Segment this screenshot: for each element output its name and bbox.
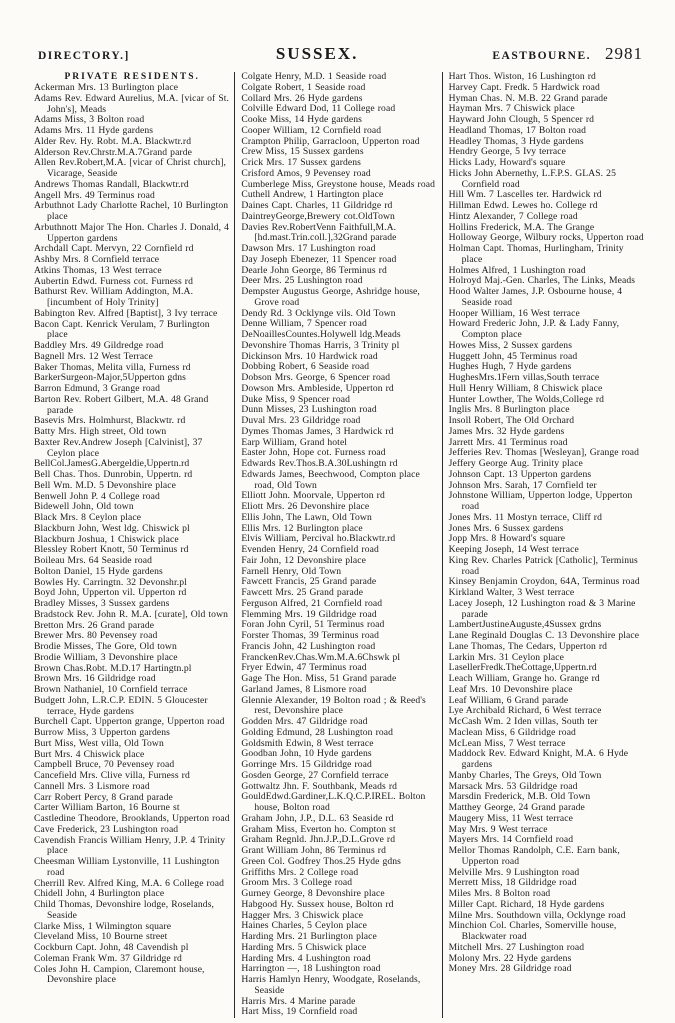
directory-entry: HughesMrs.1Fern villas,South terrace xyxy=(448,372,600,383)
directory-entry: Blessley Robert Knott, 50 Terminus rd xyxy=(34,544,189,556)
directory-entry: Money Mrs. 28 Gildridge road xyxy=(448,963,572,975)
directory-entry: Davies Rev.RobertVenn Faithfull,M.A. [hd.mast.Trin.coll.],32Grand parade xyxy=(241,221,397,244)
directory-entry: Blackburn Joshua, 1 Chiswick place xyxy=(34,533,179,545)
directory-entry: McLean Miss, 7 West terrace xyxy=(448,737,566,749)
directory-entry: Fryer Edwin, 47 Terminus road xyxy=(241,662,367,674)
directory-entry: Dowson Mrs. Ambleside, Upperton rd xyxy=(241,382,394,394)
directory-entry: Inglis Mrs. 8 Burlington place xyxy=(448,404,570,416)
directory-entry: Goodban John, 10 Hyde gardens xyxy=(241,748,372,760)
directory-entry: Bell Chas. Thos. Dunrobin, Uppertn. rd xyxy=(34,469,193,480)
directory-entry: Edwards Rev.Thos.B.A.30Lushingtn rd xyxy=(241,458,398,469)
directory-entry: Eliott Mrs. 26 Devonshire place xyxy=(241,501,370,512)
directory-entry: Gosden George, 27 Cornfield terrace xyxy=(241,769,389,781)
directory-entry: Fair John, 12 Devonshire place xyxy=(241,554,366,566)
section-heading: PRIVATE RESIDENTS. xyxy=(64,72,200,82)
directory-entry: Budgett John, L.R.C.P. EDIN. 5 Gloucester terrace, Hyde gardens xyxy=(34,694,208,717)
directory-entry: Adams Miss, 3 Bolton road xyxy=(34,114,145,126)
directory-entry: Ellis John, The Lawn, Old Town xyxy=(241,511,372,523)
directory-entry: Harding Mrs. 21 Burlington place xyxy=(241,931,377,942)
header-left-label: DIRECTORY.] xyxy=(38,50,130,62)
directory-entry: Hill Wm. 7 Lascelles ter. Hardwick rd xyxy=(448,189,602,201)
directory-entry: Brodie Misses, The Gore, Old town xyxy=(34,641,177,652)
directory-entry: Cannell Mrs. 3 Lismore road xyxy=(34,780,150,792)
directory-entry: Cleveland Miss, 10 Bourne street xyxy=(34,931,168,943)
directory-entry: Colgate Robert, 1 Seaside road xyxy=(241,81,366,93)
directory-entry: Burchell Capt. Upperton grange, Upperton road xyxy=(34,716,225,728)
directory-entry: Brown Mrs. 16 Gildridge road xyxy=(34,673,156,685)
directory-entry: Hull Henry William, 8 Chiswick place xyxy=(448,382,603,394)
directory-entry: Collard Mrs. 26 Hyde gardens xyxy=(241,92,363,104)
directory-entry: Bradley Misses, 3 Sussex gardens xyxy=(34,598,170,609)
directory-entry: Cockburn Capt. John, 48 Cavendish pl xyxy=(34,942,189,953)
directory-entry: Marsack Mrs. 53 Gildridge road xyxy=(448,780,578,792)
directory-entry: Graham John, J.P., D.L. 63 Seaside rd xyxy=(241,812,394,824)
directory-entry: Ashby Mrs. 8 Cornfield terrace xyxy=(34,254,160,265)
directory-entry: Allen Rev.Robert,M.A. [vicar of Christ church], Vicarage, Seaside xyxy=(34,157,227,179)
directory-entry: Miller Capt. Richard, 18 Hyde gardens xyxy=(448,898,605,910)
directory-entry: Farnell Henry, Old Town xyxy=(241,565,342,577)
directory-entry: Matthey George, 24 Grand parade xyxy=(448,802,585,813)
directory-entry: Lacey Joseph, 12 Lushington road & 3 Marine parade xyxy=(448,597,636,620)
directory-entry: Adams Mrs. 11 Hyde gardens xyxy=(34,125,154,136)
directory-entry: Bowles Hy. Carringtn. 32 Devonshr.pl xyxy=(34,576,187,588)
directory-entry: Mellor Thomas Randolph, C.E. Earn bank, Upperton road xyxy=(448,845,620,867)
directory-entry: Easter John, Hope cot. Furness road xyxy=(241,447,386,459)
directory-entry: Francis John, 42 Lushington road xyxy=(241,640,376,652)
directory-entry: Chidell John, 4 Burlington place xyxy=(34,888,165,900)
directory-entry: Johnson Capt. 13 Upperton gardens xyxy=(448,468,592,480)
page-title: SUSSEX. xyxy=(275,44,359,63)
directory-entry: Baddley Mrs. 49 Gildredge road xyxy=(34,340,164,351)
header-right xyxy=(492,44,643,64)
directory-entry: Brown Chas.Robt. M.D.17 Hartingtn.pl xyxy=(34,662,192,674)
directory-entry: Cheesman William Lystonville, 11 Lushington road xyxy=(34,856,220,878)
directory-entry: Golding Edmund, 28 Lushington road xyxy=(241,726,394,738)
directory-entry: Melville Mrs. 9 Lushington road xyxy=(448,866,580,878)
directory-entry: Gorringe Mrs. 15 Gildridge road xyxy=(241,759,372,770)
directory-entry: Babington Rev. Alfred [Baptist], 3 Ivy terrace xyxy=(34,307,218,319)
directory-entry: Hughes Hugh, 7 Hyde gardens xyxy=(448,361,572,373)
directory-entry: Denne William, 7 Spencer road xyxy=(241,318,367,330)
directory-entry: Gurney George, 8 Devonshire place xyxy=(241,888,385,899)
entry-list-3 xyxy=(449,72,645,975)
directory-entry: Holman Capt. Thomas, Hurlingham, Trinity place xyxy=(448,243,624,265)
directory-entry: Dymes Thomas James, 3 Hardwick rd xyxy=(241,425,394,437)
directory-entry: Dearle John George, 86 Terminus rd xyxy=(241,264,387,276)
directory-entry: Headland Thomas, 17 Bolton road xyxy=(448,124,587,136)
directory-entry: GouldEdwd.Gardiner,L.K.Q.C.P.IREL. Bolton house, Bolton road xyxy=(241,791,426,813)
directory-entry: Gage The Hon. Miss, 51 Grand parade xyxy=(241,673,397,684)
directory-entry: Barron Edmund, 3 Grange road xyxy=(34,383,161,394)
directory-entry: Brewer Mrs. 80 Pevensey road xyxy=(34,630,158,642)
column-3 xyxy=(442,72,649,1018)
column-1 xyxy=(28,72,234,1018)
directory-entry: Haines Charles, 5 Ceylon place xyxy=(241,920,368,932)
directory-entry: Graham Miss, Everton ho. Compton st xyxy=(241,823,396,835)
directory-entry: Hicks Lady, Howard's square xyxy=(448,157,566,168)
entry-list-1 xyxy=(34,83,230,986)
directory-entry: Holloway George, Wilbury rocks, Upperton road xyxy=(448,232,644,244)
directory-entry: Coles John H. Campion, Claremont house, Devonshire place xyxy=(34,963,205,986)
directory-entry: James Mrs. 32 Hyde gardens xyxy=(448,425,565,437)
directory-entry: Leach William, Grange ho. Grange rd xyxy=(448,673,600,684)
directory-entry: Garland James, 8 Lismore road xyxy=(241,683,367,695)
directory-entry: DeNoaillesCountes.Holywell ldg.Meads xyxy=(241,329,401,340)
directory-entry: McCash Wm. 2 Iden villas, South ter xyxy=(448,716,598,727)
directory-entry: Hayman Mrs. 7 Chiswick place xyxy=(448,103,575,115)
directory-entry: Leaf Mrs. 10 Devonshire place xyxy=(448,683,573,695)
directory-entry: Godden Mrs. 47 Gildridge road xyxy=(241,716,368,727)
directory-entry: Elliott John. Moorvale, Upperton rd xyxy=(241,490,385,502)
directory-entry: Boileau Mrs. 64 Seaside road xyxy=(34,555,153,566)
directory-entry: Archdall Capt. Mervyn, 22 Cornfield rd xyxy=(34,243,194,255)
directory-entry: Hood Walter James, J.P. Osbourne house, 4 Seaside road xyxy=(448,286,623,308)
directory-entry: Bell Wm. M.D. 5 Devonshire place xyxy=(34,479,176,491)
directory-entry: Lane Thomas, The Cedars, Upperton rd xyxy=(448,640,608,652)
directory-entry: Miles Mrs. 8 Bolton road xyxy=(448,888,551,899)
directory-entry: Hicks John Abernethy, L.F.P.S. GLAS. 25 Cornfield road xyxy=(448,167,616,190)
directory-entry: Maugery Miss, 11 West terrace xyxy=(448,812,573,824)
directory-entry: Evenden Henry, 24 Cornfield road xyxy=(241,544,379,555)
directory-entry: Groom Mrs. 3 College road xyxy=(241,877,353,889)
directory-entry: Campbell Bruce, 70 Pevensey road xyxy=(34,759,175,771)
directory-entry: Burt Mrs. 4 Chiswick place xyxy=(34,748,145,760)
directory-entry: Crampton Philip, Garracloon, Upperton road xyxy=(241,135,420,147)
directory-entry: Crisford Amos, 9 Pevensey road xyxy=(241,167,371,179)
directory-entry: Cuthell Andrew, 1 Hartington place xyxy=(241,189,384,201)
directory-entry: Jones Mrs. 6 Sussex gardens xyxy=(448,522,564,534)
directory-entry: Arbuthnot Lady Charlotte Rachel, 10 Burlington place xyxy=(34,200,229,222)
directory-entry: May Mrs. 9 West terrace xyxy=(448,823,548,835)
directory-entry: Goldsmith Edwin, 8 West terrace xyxy=(241,737,374,749)
directory-entry: Blackburn John, West ldg. Chiswick pl xyxy=(34,522,190,534)
directory-entry: Black Mrs. 8 Ceylon place xyxy=(34,512,142,523)
directory-entry: Hendry George, 5 Ivy terrace xyxy=(448,146,566,158)
column-2 xyxy=(234,72,441,1018)
directory-entry: Flemming Mrs. 19 Gildridge road xyxy=(241,608,377,620)
directory-entry: Aubertin Edwd. Furness cot. Furness rd xyxy=(34,275,193,287)
directory-entry: Cavendish Francis William Henry, J.P. 4 Trinity place xyxy=(34,834,226,857)
directory-entry: Crew Miss, 15 Sussex gardens xyxy=(241,146,364,158)
directory-entry: Lye Archibald Richard, 6 West terrace xyxy=(448,705,602,717)
directory-entry: Harding Mrs. 5 Chiswick place xyxy=(241,941,367,953)
directory-entry: Jones Mrs. 11 Mostyn terrace, Cliff rd xyxy=(448,511,603,523)
directory-entry: Duval Mrs. 23 Gildridge road xyxy=(241,415,361,426)
directory-entry: Bolton Daniel, 15 Hyde gardens xyxy=(34,565,163,577)
directory-entry: Hunter Lowther, The Wolds,College rd xyxy=(448,393,605,405)
directory-entry: Edwards James, Beechwood, Compton place road, Old Town xyxy=(241,468,420,491)
directory-entry: Howard Frederic John, J.P. & Lady Fanny, Compton place xyxy=(448,318,620,340)
directory-entry: Hagger Mrs. 3 Chiswick place xyxy=(241,909,364,921)
directory-entry: Merrett Miss, 18 Gildridge road xyxy=(448,877,577,889)
directory-entry: Keeping Joseph, 14 West terrace xyxy=(448,544,579,555)
directory-entry: Duke Miss, 9 Spencer road xyxy=(241,393,351,405)
directory-entry: Habgood Hy. Sussex house, Bolton rd xyxy=(241,898,394,910)
directory-entry: Cumberlege Miss, Greystone house, Meads road xyxy=(241,178,436,190)
directory-entry: Jopp Mrs. 8 Howard's square xyxy=(448,533,566,545)
directory-entry: Kinsey Benjamin Croydon, 64A, Terminus road xyxy=(448,576,640,588)
directory-entry: Angell Mrs. 49 Terminus road xyxy=(34,189,155,201)
directory-entry: Carter William Barton, 16 Bourne st xyxy=(34,802,180,814)
directory-entry: Dempster Augustus George, Ashridge house, Grove road xyxy=(241,286,420,308)
directory-entry: Adams Rev. Edward Aurelius, M.A. [vicar of St. John's], Meads xyxy=(34,92,230,115)
directory-entry: Cave Frederick, 23 Lushington road xyxy=(34,823,179,835)
directory-entry: Kirkland Walter, 3 West terrace xyxy=(448,587,575,598)
directory-entry: DaintreyGeorge,Brewery cot.OldTown xyxy=(241,210,395,222)
directory-entry: Hayward John Clough, 5 Spencer rd xyxy=(448,114,595,125)
directory-entry: Boyd John, Upperton vil. Upperton rd xyxy=(34,587,187,599)
directory-entry: Larkin Mrs. 31 Ceylon place xyxy=(448,651,564,663)
directory-entry: Jarrett Mrs. 41 Terminus road xyxy=(448,436,568,448)
directory-entry: Arbuthnott Major The Hon. Charles J. Donald, 4 Upperton gardens xyxy=(34,221,229,244)
directory-entry: Elvis William, Percival ho.Blackwtr.rd xyxy=(241,533,396,545)
directory-entry: Gottwaltz Jhn. F. Southbank, Meads rd xyxy=(241,780,398,792)
directory-entry: Hyman Chas. N. M.B. 22 Grand parade xyxy=(448,92,608,104)
directory-entry: Mayers Mrs. 14 Cornfield road xyxy=(448,834,574,846)
directory-entry: Dickinson Mrs. 10 Hardwick road xyxy=(241,350,378,362)
directory-entry: Huggett John, 45 Terminus road xyxy=(448,350,578,362)
running-head xyxy=(28,44,649,64)
directory-entry: Cancefield Mrs. Clive villa, Furness rd xyxy=(34,770,190,781)
directory-entry: Batty Mrs. High street, Old town xyxy=(34,426,167,437)
directory-entry: Burt Miss, West villa, Old Town xyxy=(34,737,164,749)
directory-entry: Harrington —, 18 Lushington road xyxy=(241,963,381,975)
directory-entry: Maddock Rev. Edward Knight, M.A. 6 Hyde gardens xyxy=(448,748,629,770)
directory-entry: Johnstone William, Upperton lodge, Upperton road xyxy=(448,490,633,512)
directory-entry: Dobson Mrs. George, 6 Spencer road xyxy=(241,372,391,383)
directory-entry: Harris Mrs. 4 Marine parade xyxy=(241,995,356,1007)
directory-entry: Deer Mrs. 25 Lushington road xyxy=(241,275,363,287)
directory-entry: Cooke Miss, 14 Hyde gardens xyxy=(241,114,362,125)
directory-entry: Brodie William, 3 Devonshire place xyxy=(34,651,178,663)
directory-entry: Baker Thomas, Melita villa, Furness rd xyxy=(34,361,191,373)
directory-entry: Barton Rev. Robert Gilbert, M.A. 48 Grand parade xyxy=(34,393,209,416)
directory-entry: Alderson Rev.Chrstr.M.A.7Grand parde xyxy=(34,146,192,158)
directory-entry: Bacon Capt. Kenrick Verulam, 7 Burlington place xyxy=(34,318,210,341)
directory-entry: Johnson Mrs. Sarah, 17 Cornfield ter xyxy=(448,479,597,491)
directory-entry: Marsdin Frederick, M.B. Old Town xyxy=(448,791,591,803)
directory-entry: Harris Hamlyn Henry, Woodgate, Roselands, Seaside xyxy=(241,974,421,996)
directory-entry: Jefferies Rev. Thomas [Wesleyan], Grange road xyxy=(448,447,640,459)
directory-entry: BellCol.JamesG.Abergeldie,Uppertn.rd xyxy=(34,458,190,470)
directory-entry: FranckenRev.Chas.Wm.M.A.6Chswk pl xyxy=(241,651,401,663)
directory-entry: Dunn Misses, 23 Lushington road xyxy=(241,404,377,416)
directory-entry: Devonshire Thomas Harris, 3 Trinity pl xyxy=(241,339,400,351)
directory-entry: Crick Mrs. 17 Sussex gardens xyxy=(241,157,361,168)
directory-entry: Molony Mrs. 22 Hyde gardens xyxy=(448,952,572,964)
entry-list-2 xyxy=(241,72,437,1018)
directory-entry: Benwell John P. 4 College road xyxy=(34,490,160,502)
directory-entry: Graham Regnld. Jhn.J.P.,D.L.Grove rd xyxy=(241,834,396,846)
directory-entry: Clarke Miss, 1 Wilmington square xyxy=(34,920,172,932)
directory-entry: Holroyd Maj.-Gen. Charles, The Links, Meads xyxy=(448,275,636,287)
directory-entry: Bretton Mrs. 26 Grand parade xyxy=(34,619,155,631)
directory-entry: Castledine Theodore, Brooklands, Upperton road xyxy=(34,813,230,824)
directory-entry: Coleman Frank Wm. 37 Gildridge rd xyxy=(34,952,182,964)
directory-entry: Daines Capt. Charles, 11 Gildridge rd xyxy=(241,200,393,211)
directory-entry: Minchion Col. Charles, Somerville house, Blackwater road xyxy=(448,920,617,942)
directory-entry: Bidewell John, Old town xyxy=(34,501,134,513)
directory-entry: Fawcett Francis, 25 Grand parade xyxy=(241,576,377,588)
directory-entry: Atkins Thomas, 13 West terrace xyxy=(34,264,162,276)
directory-columns xyxy=(28,72,649,1018)
directory-entry: Hart Thos. Wiston, 16 Lushington rd xyxy=(448,71,596,82)
directory-entry: Hart Miss, 19 Cornfield road xyxy=(241,1006,358,1018)
directory-entry: Colgate Henry, M.D. 1 Seaside road xyxy=(241,71,387,82)
directory-entry: Hillman Edwd. Lewes ho. College rd xyxy=(448,200,598,211)
directory-entry: Bagnell Mrs. 12 West Terrace xyxy=(34,350,153,362)
directory-entry: Maclean Miss, 6 Gildridge road xyxy=(448,726,576,738)
directory-entry: Earp William, Grand hotel xyxy=(241,436,348,448)
directory-entry: Green Col. Godfrey Thos.25 Hyde gdns xyxy=(241,855,401,867)
directory-entry: BarkerSurgeon-Major,5Upperton gdns xyxy=(34,372,187,384)
directory-entry: Child Thomas, Devonshire lodge, Roselands, Seaside xyxy=(34,899,215,921)
directory-entry: Hooper William, 16 West terrace xyxy=(448,307,580,319)
directory-entry: Bradstock Rev. John R. M.A. [curate], Old town xyxy=(34,608,228,620)
directory-entry: Ackerman Mrs. 13 Burlington place xyxy=(34,82,179,93)
directory-entry: LambertJustineAuguste,4Sussex grdns xyxy=(448,619,602,631)
directory-entry: Glennie Alexander, 19 Bolton road ; & Reed's rest, Devonshire place xyxy=(241,694,426,717)
directory-entry: Grant William John, 86 Terminus rd xyxy=(241,845,386,856)
directory-entry: Alder Rev. Hy. Robt. M.A. Blackwtr.rd xyxy=(34,135,192,147)
directory-entry: Colville Edward Dod, 11 College road xyxy=(241,103,396,115)
directory-entry: Insoll Robert, The Old Orchard xyxy=(448,415,575,426)
directory-entry: LasellerFredk.TheCottage,Uppertn.rd xyxy=(448,662,597,674)
directory-entry: Day Joseph Ebenezer, 11 Spencer road xyxy=(241,253,397,265)
directory-entry: Griffiths Mrs. 2 College road xyxy=(241,866,359,878)
directory-entry: Dendy Rd. 3 Ocklynge vils. Old Town xyxy=(241,307,396,319)
directory-entry: Dobbing Robert, 6 Seaside road xyxy=(241,361,370,373)
directory-entry: Cherrill Rev. Alfred King, M.A. 6 College road xyxy=(34,877,224,889)
directory-entry: Jeffery George Aug. Trinity place xyxy=(448,458,583,469)
directory-entry: Bathurst Rev. William Addington, M.A. [incumbent of Holy Trinity] xyxy=(34,286,194,308)
directory-entry: Hollins Frederick, M.A. The Grange xyxy=(448,221,595,233)
directory-entry: Harding Mrs. 4 Lushington road xyxy=(241,952,371,964)
page-number: 2981 xyxy=(605,44,643,63)
directory-entry: Fawcett Mrs. 25 Grand parade xyxy=(241,587,364,598)
directory-entry: Milne Mrs. Southdown villa, Ocklynge road xyxy=(448,909,626,921)
directory-entry: Dawson Mrs. 17 Lushington road xyxy=(241,243,376,254)
directory-entry: Carr Robert Percy, 8 Grand parade xyxy=(34,791,173,803)
directory-entry: Harvey Capt. Fredk. 5 Hardwick road xyxy=(448,81,600,93)
directory-entry: King Rev. Charles Patrick [Catholic], Terminus road xyxy=(448,554,638,577)
directory-entry: Howes Miss, 2 Sussex gardens xyxy=(448,339,573,351)
directory-entry: Basevis Mrs. Holmhurst, Blackwtr. rd xyxy=(34,415,186,427)
directory-entry: Forster Thomas, 39 Terminus road xyxy=(241,630,379,641)
directory-entry: Leaf William, 6 Grand parade xyxy=(448,694,569,706)
directory-entry: Andrews Thomas Randall, Blackwtr.rd xyxy=(34,178,189,190)
directory-entry: Headley Thomas, 3 Hyde gardens xyxy=(448,135,584,147)
directory-entry: Ellis Mrs. 12 Burlington place xyxy=(241,522,363,534)
directory-entry: Lane Reginald Douglas C. 13 Devonshire place xyxy=(448,630,640,641)
directory-entry: Burrow Miss, 3 Upperton gardens xyxy=(34,727,170,738)
directory-entry: Hintz Alexander, 7 College road xyxy=(448,210,578,222)
directory-entry: Baxter Rev.Andrew Joseph [Calvinist], 37 Ceylon place xyxy=(34,436,203,459)
directory-entry: Cooper William, 12 Cornfield road xyxy=(241,124,382,136)
directory-entry: Mitchell Mrs. 27 Lushington road xyxy=(448,941,585,953)
directory-entry: Foran John Cyril, 51 Terminus road xyxy=(241,619,385,631)
directory-entry: Manby Charles, The Greys, Old Town xyxy=(448,769,602,781)
directory-entry: Ferguson Alfred, 21 Cornfield road xyxy=(241,597,383,609)
directory-entry: Brown Nathaniel, 10 Cornfield terrace xyxy=(34,684,188,695)
header-place-label: EASTBOURNE. xyxy=(492,50,591,62)
directory-entry: Holmes Alfred, 1 Lushington road xyxy=(448,264,586,276)
